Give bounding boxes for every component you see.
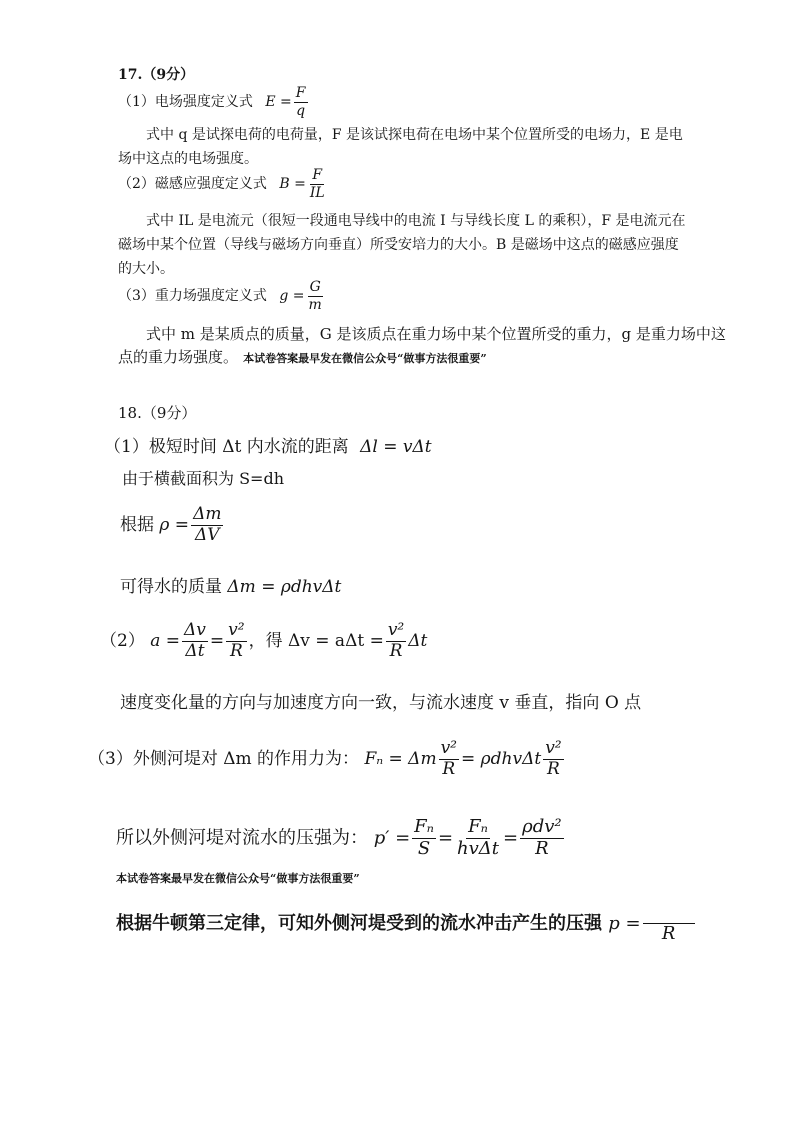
q18-p-lhs: p′ =: [373, 827, 411, 849]
q17-e-den: q: [296, 102, 306, 119]
q18-a-fraction: [182, 622, 208, 661]
q17-watermark-note: 本试卷答案最早发在微信公众号“做事方法很重要”: [243, 352, 487, 365]
q17-part1-lead: [118, 86, 310, 118]
q18-dv-mid: ，得 Δv = aΔt =: [248, 630, 384, 651]
q18-p-frac1-num: Fₙ: [414, 816, 434, 837]
q18-conclusion-text: 根据牛顿第三定律，可知外侧河堤受到的流水冲击产生的压强: [116, 912, 602, 934]
q17-part2-label: （2）磁感应强度定义式: [118, 176, 267, 193]
q18-a-eq: =: [209, 630, 225, 651]
q18-rho-fraction: [191, 506, 223, 545]
q18-p-frac2-den: hvΔt: [457, 837, 500, 859]
q18-fn-frac1-num: v²: [440, 738, 457, 758]
q18-part3-line1: [88, 740, 566, 779]
q17-b-num: F: [312, 167, 323, 183]
q18-p-frac3-den: R: [535, 837, 549, 859]
q18-p-eq2: =: [503, 827, 519, 849]
q18-p-frac2: [455, 818, 501, 859]
q18-fn-frac2: [543, 740, 563, 779]
q18-fn-frac2-num: v²: [545, 738, 562, 758]
q18-a-lhs: a =: [150, 630, 181, 651]
q18-part1-line1: [104, 432, 432, 457]
q18-dl-formula: Δl = vΔt: [360, 437, 432, 457]
q18-mass-formula: Δm = ρdhvΔt: [227, 577, 342, 597]
q17-part1-desc2: 场中这点的电场强度。: [118, 151, 258, 167]
q18-fn-frac1-den: R: [442, 758, 456, 779]
q17-e-num: F: [295, 85, 306, 101]
q18-fn-mid: = ρdhvΔt: [461, 748, 542, 769]
q18-final-den: R: [661, 923, 676, 944]
q17-g-fraction: [307, 280, 324, 312]
q17-b-lhs: B =: [279, 176, 306, 193]
q18-part1-line2: 由于横截面积为 S=dh: [122, 469, 285, 488]
q18-a-num: Δv: [184, 620, 206, 640]
q17-b-fraction: [308, 168, 327, 200]
q17-part1-desc1: 式中 q 是试探电荷的电荷量，F 是该试探电荷在电场中某个位置所受的电场力，E 是电: [146, 127, 683, 143]
q18-rho-lhs: ρ =: [159, 514, 190, 535]
q17-header: 17.（9分）: [118, 67, 195, 83]
q18-part1-text: （1）极短时间 Δt 内水流的距离: [104, 437, 349, 457]
q18-fn-lhs: Fₙ = Δm: [364, 748, 437, 769]
q17-part3-desc1: 式中 m 是某质点的质量，G 是该质点在重力场中某个位置所受的重力，g 是重力场中这: [146, 325, 726, 343]
q18-part1-line4: [120, 572, 341, 597]
q18-conclusion-line: [116, 904, 697, 944]
q17-part2-desc1: 式中 IL 是电流元（很短一段通电导线中的电流 I 与导线长度 L 的乘积），F 是电流元在: [146, 213, 686, 229]
q18-rho-lead: 根据: [120, 514, 154, 535]
q18-p-frac3: [520, 818, 564, 859]
q18-part3-lead: （3）外侧河堤对 Δm 的作用力为：: [88, 748, 360, 769]
q18-part2-desc: 速度变化量的方向与加速度方向一致，与流水速度 v 垂直，指向 O 点: [120, 693, 642, 713]
q17-e-lhs: E =: [265, 94, 292, 111]
q18-rho-den: ΔV: [194, 524, 220, 545]
q18-watermark-note: 本试卷答案最早发在微信公众号“做事方法很重要”: [116, 872, 360, 885]
q17-part2-desc2: 磁场中某个位置（导线与磁场方向垂直）所受安培力的大小。B 是磁场中这点的磁感应强度: [118, 237, 679, 253]
q17-g-lhs: g =: [279, 288, 305, 305]
q18-mass-text: 可得水的质量: [120, 577, 222, 597]
q17-part3-label: （3）重力场强度定义式: [118, 288, 267, 305]
q18-final-num: [643, 904, 695, 924]
q17-part3-lead: [118, 280, 326, 312]
q18-dv-fraction: [386, 622, 406, 661]
q18-part2-lead: （2）: [100, 630, 145, 651]
q18-a-den: Δt: [185, 640, 205, 661]
q17-part2-desc3: 的大小。: [118, 261, 174, 277]
q18-v2r-num: v²: [228, 620, 245, 640]
q17-part3-desc2-row: [118, 346, 487, 367]
q18-p-frac3-num: ρdv²: [522, 816, 562, 837]
q18-v2r-fraction: [226, 622, 246, 661]
q18-p-eq1: =: [437, 827, 454, 849]
q18-fn-frac1: [439, 740, 459, 779]
q18-final-fraction: [643, 904, 695, 944]
q18-final-lhs: p =: [608, 912, 641, 934]
q18-header: 18.（9分）: [118, 404, 197, 422]
q18-p-frac1: [412, 818, 436, 859]
q17-part3-desc2: 点的重力场强度。: [118, 348, 239, 366]
q17-e-fraction: [294, 86, 308, 118]
q18-fn-frac2-den: R: [546, 758, 560, 779]
q18-pressure-lead: 所以外侧河堤对流水的压强为：: [116, 827, 368, 849]
q18-part3-line2: [116, 818, 566, 859]
q17-part2-lead: [118, 168, 329, 200]
q18-dv-den: R: [389, 640, 403, 661]
q18-rho-num: Δm: [193, 504, 222, 524]
q18-dv-tail: Δt: [408, 630, 428, 651]
q18-dv-num: v²: [387, 620, 405, 640]
q18-p-frac2-num: Fₙ: [468, 816, 488, 837]
q17-part1-label: （1）电场强度定义式: [118, 94, 253, 111]
q18-part1-line3: [120, 506, 225, 545]
q17-b-den: IL: [309, 184, 325, 201]
q17-g-den: m: [308, 296, 322, 313]
q18-p-frac1-den: S: [417, 837, 431, 859]
q17-g-num: G: [309, 279, 321, 295]
q18-v2r-den: R: [229, 640, 243, 661]
q18-part2-line: [100, 622, 427, 661]
